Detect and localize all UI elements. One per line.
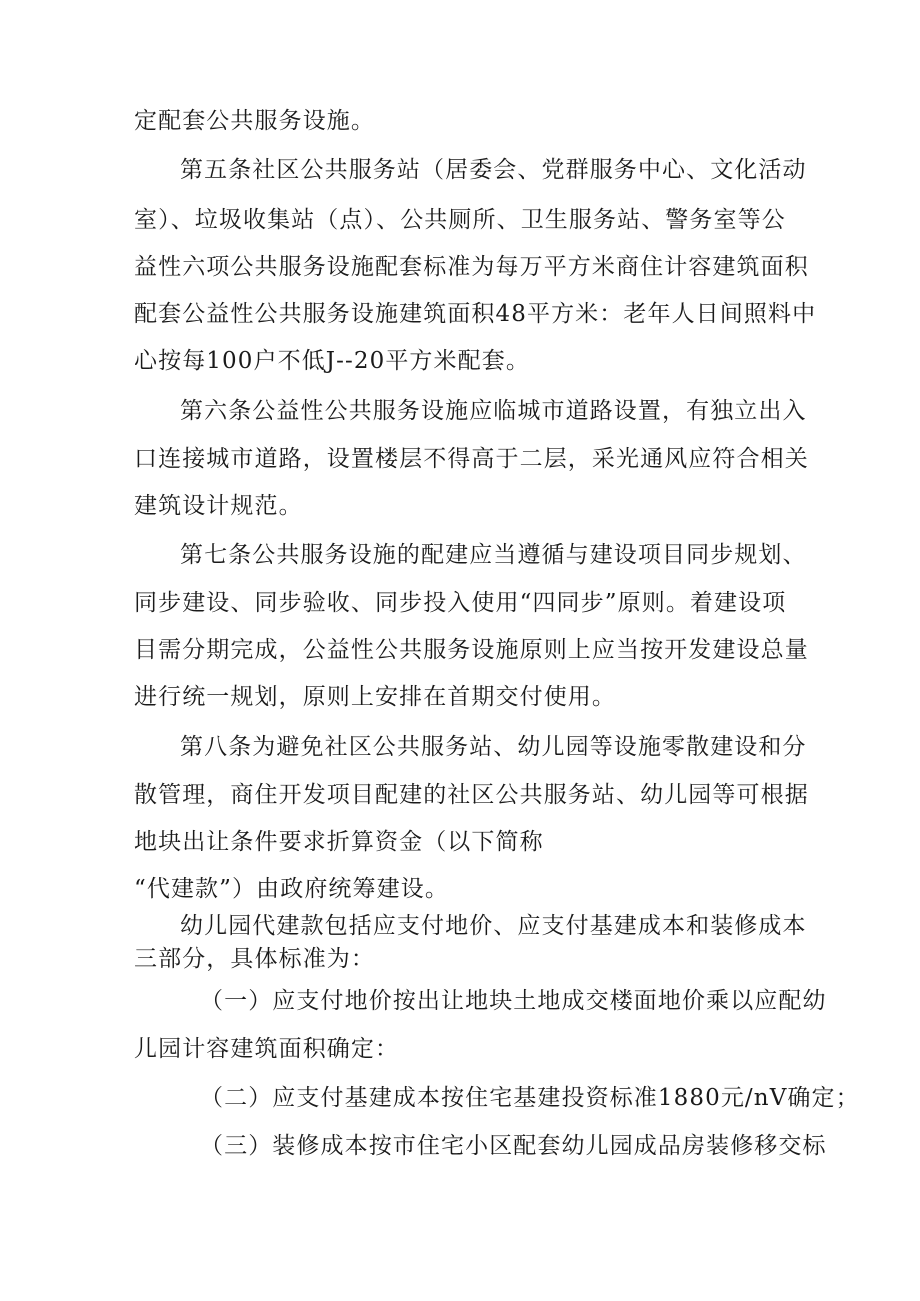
text-line-15: 散管理，商住开发项目配建的社区公共服务站、幼儿园等可根据 xyxy=(134,782,809,808)
text-line-14: 第八条为避免社区公共服务站、幼儿园等设施零散建设和分 xyxy=(180,734,807,760)
text-line-22: （二）应支付基建成本按住宅基建投资标准1880元/nV确定； xyxy=(200,1085,860,1111)
text-line-9: 建筑设计规范。 xyxy=(134,493,303,519)
text-line-4: 益性六项公共服务设施配套标准为每万平方米商住计容建筑面积 xyxy=(134,254,809,280)
text-line-8: 口连接城市道路，设置楼层不得高于二层，采光通风应符合相关 xyxy=(134,446,809,472)
text-line-6: 心按每100户不低J--20平方米配套。 xyxy=(134,348,530,374)
text-line-7: 第六条公益性公共服务设施应临城市道路设置，有独立出入 xyxy=(180,398,807,424)
text-line-19: 三部分，具体标准为： xyxy=(134,946,375,972)
text-line-5: 配套公益性公共服务设施建筑面积48平方米：老年人日间照料中 xyxy=(134,301,817,327)
text-line-11: 同步建设、同步验收、同步投入使用“四同步”原则。着建设项 xyxy=(134,590,787,616)
text-line-10: 第七条公共服务设施的配建应当遵循与建设项目同步规划、 xyxy=(180,542,807,568)
text-line-13: 进行统一规划，原则上安排在首期交付使用。 xyxy=(134,684,616,710)
text-line-23: （三）装修成本按市住宅小区配套幼儿园成品房装修移交标 xyxy=(200,1133,827,1159)
text-line-3: 室）、垃圾收集站（点）、公共厕所、卫生服务站、警务室等公 xyxy=(134,207,786,233)
text-line-18: 幼儿园代建款包括应支付地价、应支付基建成本和装修成本 xyxy=(180,913,807,939)
text-line-21: 儿园计容建筑面积确定： xyxy=(134,1036,400,1062)
text-line-16: 地块出让条件要求折算资金（以下简称 xyxy=(134,829,544,855)
text-line-12: 目需分期完成，公益性公共服务设施原则上应当按开发建设总量 xyxy=(134,637,809,663)
text-line-1: 定配套公共服务设施。 xyxy=(134,108,375,134)
text-line-20: （一）应支付地价按出让地块土地成交楼面地价乘以应配幼 xyxy=(200,988,827,1014)
text-line-2: 第五条社区公共服务站（居委会、党群服务中心、文化活动 xyxy=(180,157,807,183)
text-line-17: “代建款”）由政府统筹建设。 xyxy=(134,876,449,902)
